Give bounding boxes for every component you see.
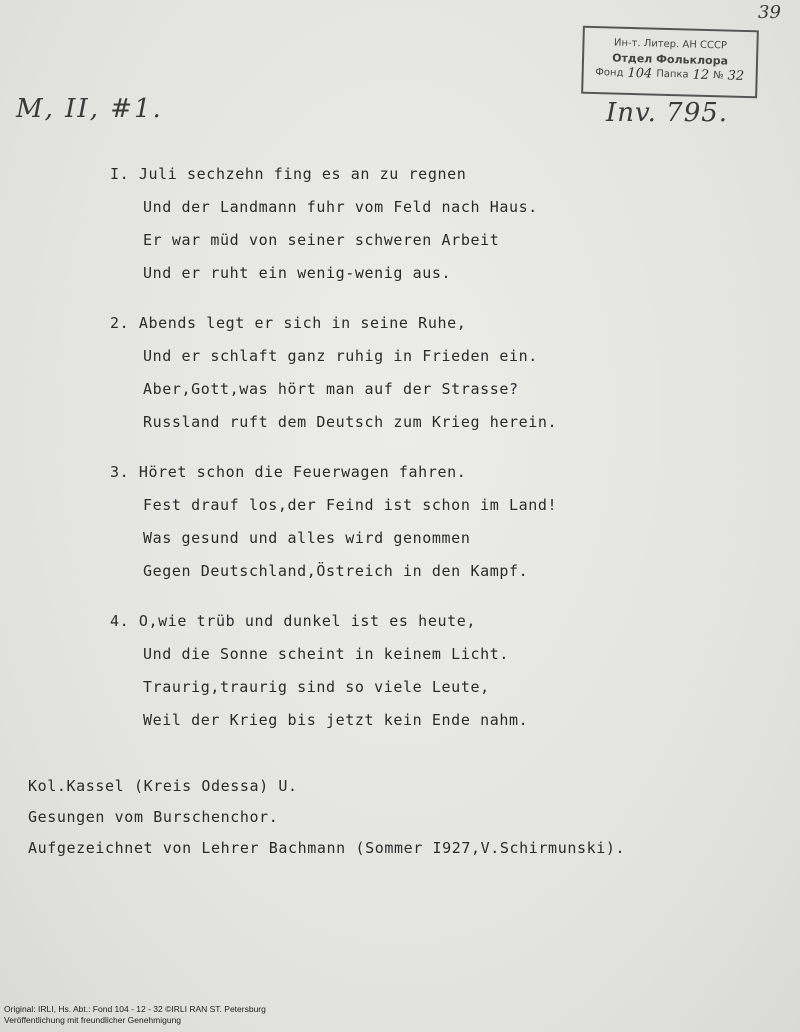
stanza-line: Gegen Deutschland,Östreich in den Kampf. bbox=[143, 562, 529, 580]
stamp-reference bbox=[584, 65, 756, 84]
stamp-institute: Ин-т. Литер. АН СССР bbox=[613, 37, 728, 52]
stanza-line: Aber,Gott,was hört man auf der Strasse? bbox=[143, 380, 519, 398]
stanza-line: Was gesund und alles wird genommen bbox=[143, 529, 471, 547]
note-location: Kol.Kassel (Kreis Odessa) U. bbox=[28, 777, 298, 795]
stanza-line: Russland ruft dem Deutsch zum Krieg herein. bbox=[143, 413, 558, 431]
footer-source: Original: IRLI, Hs. Abt.: Fond 104 - 12 - 32 ©IRLI RAN ST. Petersburg bbox=[4, 1004, 266, 1014]
stanza-line: I. Juli sechzehn fing es an zu regnen bbox=[110, 165, 467, 183]
stanza-line: Und er ruht ein wenig-wenig aus. bbox=[143, 264, 452, 282]
archive-stamp bbox=[581, 26, 759, 99]
stamp-folder-value: 12 bbox=[692, 67, 710, 84]
stanza-line: Und die Sonne scheint in keinem Licht. bbox=[143, 645, 509, 663]
stamp-department: Отдел Фольклора bbox=[612, 51, 729, 68]
stanza-line: Und der Landmann fuhr vom Feld nach Haus. bbox=[143, 198, 538, 216]
stanza-3 bbox=[110, 456, 557, 588]
provenance-notes bbox=[28, 771, 625, 864]
inventory-number: Inv. 795. bbox=[606, 98, 729, 128]
stamp-folder-label: Папка bbox=[656, 68, 689, 81]
footer-permission: Veröffentlichung mit freundlicher Genehmigung bbox=[4, 1015, 182, 1025]
stanza-line: Weil der Krieg bis jetzt kein Ende nahm. bbox=[143, 711, 529, 729]
shelfmark-annotation: M, II, #1. bbox=[16, 94, 163, 124]
stanza-line: 3. Höret schon die Feuerwagen fahren. bbox=[110, 463, 467, 481]
stanza-line: Traurig,traurig sind so viele Leute, bbox=[143, 678, 490, 696]
stanza-4 bbox=[110, 605, 528, 737]
stamp-fond-label: Фонд bbox=[595, 67, 624, 79]
note-recorder: Aufgezeichnet von Lehrer Bachmann (Sommer I927,V.Schirmunski). bbox=[28, 839, 626, 857]
stamp-fond-value: 104 bbox=[627, 65, 653, 82]
stanza-line: 4. O,wie trüb und dunkel ist es heute, bbox=[110, 612, 476, 630]
stanza-line: 2. Abends legt er sich in seine Ruhe, bbox=[110, 314, 467, 332]
stanza-line: Fest drauf los,der Feind ist schon im Land! bbox=[143, 496, 558, 514]
stanza-line: Er war müd von seiner schweren Arbeit bbox=[143, 231, 500, 249]
note-performer: Gesungen vom Burschenchor. bbox=[28, 808, 279, 826]
stamp-no-label: № bbox=[712, 70, 724, 82]
stamp-no-value: 32 bbox=[727, 68, 745, 84]
copyright-footer bbox=[4, 1004, 266, 1026]
folio-number: 39 bbox=[758, 2, 781, 23]
stanza-line: Und er schlaft ganz ruhig in Frieden ein. bbox=[143, 347, 538, 365]
stanza-1 bbox=[110, 158, 538, 290]
stanza-2 bbox=[110, 307, 557, 439]
